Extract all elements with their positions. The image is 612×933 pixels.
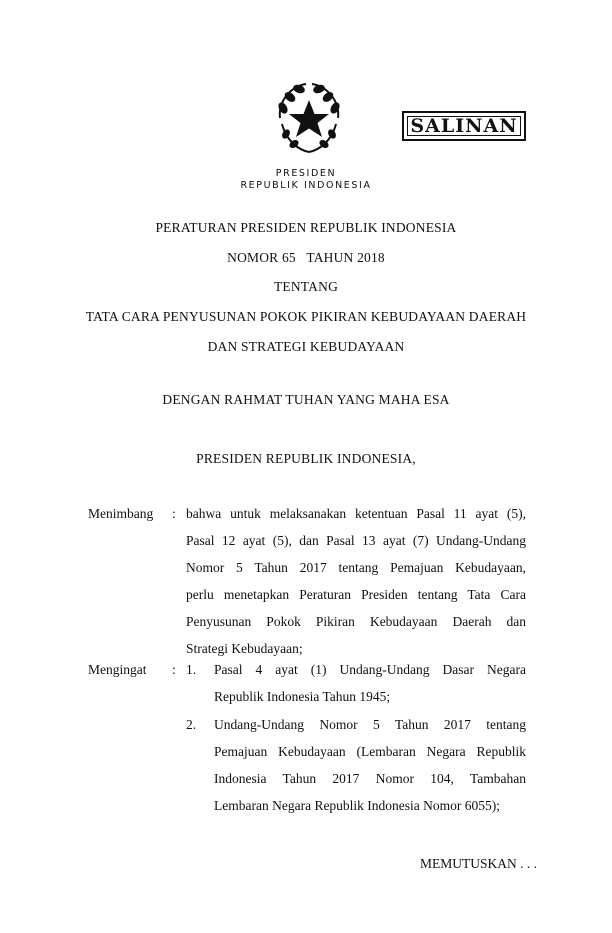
mengingat-item-number: 2.: [186, 717, 197, 732]
salinan-stamp: [402, 111, 526, 141]
regulation-title: PERATURAN PRESIDEN REPUBLIK INDONESIA: [155, 220, 457, 235]
authority-line: PRESIDEN REPUBLIK INDONESIA,: [196, 451, 416, 466]
salinan-label: SALINAN: [410, 115, 518, 137]
menimbang-line: Strategi Kebudayaan;: [186, 641, 303, 656]
star-emblem-icon: [266, 78, 352, 158]
presidential-emblem: [266, 78, 352, 158]
menimbang-line: perlu menetapkan Peraturan Presiden tentang Tata Cara: [186, 587, 526, 602]
office-line-republik: REPUBLIK INDONESIA: [240, 180, 372, 191]
menimbang-line: bahwa untuk melaksanakan ketentuan Pasal 11 ayat (5),: [186, 506, 526, 521]
regulation-subject-line1: TATA CARA PENYUSUNAN POKOK PIKIRAN KEBUDAYAAN DAERAH: [85, 309, 527, 324]
mengingat-item-number: 1.: [186, 662, 197, 677]
menimbang-colon: :: [172, 506, 176, 521]
mengingat-label: Mengingat: [88, 662, 147, 677]
regulation-tentang: TENTANG: [273, 279, 339, 294]
mengingat-line: Indonesia Tahun 2017 Nomor 104, Tambahan: [214, 771, 526, 786]
mengingat-line: Republik Indonesia Tahun 1945;: [214, 689, 391, 704]
mengingat-line: Undang-Undang Nomor 5 Tahun 2017 tentang: [214, 717, 526, 732]
regulation-subject-line2: DAN STRATEGI KEBUDAYAAN: [207, 339, 405, 354]
mengingat-item-2: [214, 711, 526, 819]
continuation-marker: MEMUTUSKAN . . .: [420, 856, 538, 871]
office-line-presiden: PRESIDEN: [275, 168, 337, 179]
menimbang-text: [186, 500, 526, 662]
regulation-number: NOMOR 65 TAHUN 2018: [227, 250, 385, 265]
menimbang-line: Penyusunan Pokok Pikiran Kebudayaan Daerah dan: [186, 614, 526, 629]
menimbang-line: Nomor 5 Tahun 2017 tentang Pemajuan Kebudayaan,: [186, 560, 526, 575]
mengingat-line: Lembaran Negara Republik Indonesia Nomor 6055);: [214, 798, 501, 813]
mengingat-item-1: [214, 656, 526, 710]
menimbang-label: Menimbang: [88, 506, 154, 521]
mengingat-line: Pemajuan Kebudayaan (Lembaran Negara Republik: [214, 744, 526, 759]
preamble-line: DENGAN RAHMAT TUHAN YANG MAHA ESA: [162, 392, 450, 407]
mengingat-colon: :: [172, 662, 176, 677]
menimbang-line: Pasal 12 ayat (5), dan Pasal 13 ayat (7) Undang-Undang: [186, 533, 526, 548]
mengingat-line: Pasal 4 ayat (1) Undang-Undang Dasar Negara: [214, 662, 526, 677]
